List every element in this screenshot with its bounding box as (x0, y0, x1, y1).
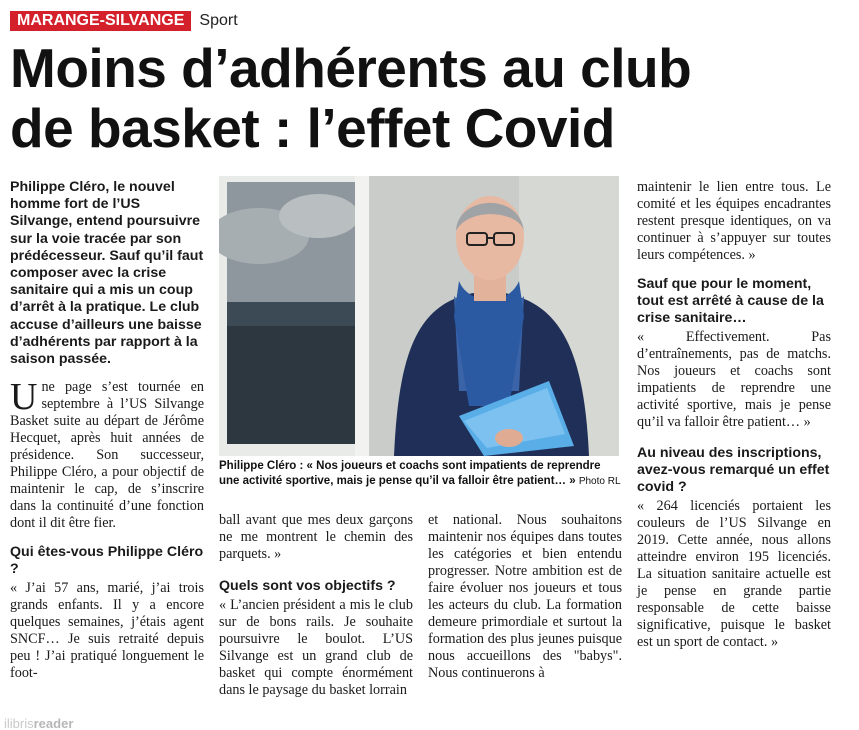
answer-4 (637, 498, 831, 651)
column-4-continuation: maintenir le lien entre tous. Le comité et les équipes encadrantes restent presque identiques, on va continuer à s’appuyer sur toutes leurs compétences. » (637, 179, 831, 263)
footer-watermark (4, 716, 73, 730)
article-photo (219, 176, 619, 456)
caption-name: Philippe Cléro : (219, 460, 304, 472)
answer-1: « J’ai 57 ans, marié, j’ai trois grands enfants. Il y a encore quelques semaines, j’étais agent SNCF… Je suis retraité depuis peu ! J’ai pratiqué longuement le foot- (10, 580, 204, 682)
question-4: Au niveau des inscriptions, avez-vous remarqué un effet covid ? (637, 445, 830, 495)
drop-cap: U (10, 376, 38, 419)
question-1: Qui êtes-vous Philippe Cléro ? (10, 544, 204, 578)
answer-3: « Effectivement. Pas d’entraînements, pas de matchs. Nos joueurs et coachs sont impatients de reprendre une activité sportive, mais je pense qu’il va falloir être patient… » (637, 329, 831, 430)
caption-quote: « Nos joueurs et coachs sont impatients de reprendre une activité sportive, mais je pense qu’il va falloir être patient… » (219, 460, 601, 487)
answer-2: « L’ancien président a mis le club sur de bons rails. Je souhaite poursuivre le boulot. L’US Silvange est un grand club de basket qui compte énormément dans le paysage du basket lorrain (219, 597, 413, 698)
answer-4-text: « 264 licenciés portaient les couleurs de l’US Silvange en 2019. Cette année, nous allons atteindre environ 195 licenciés. La situation sanitaire actuelle est je pense en grande partie responsable de cette baisse significative, puisque le basket est un sport de contact. » (637, 498, 831, 650)
headline-line-1: Moins d’adhérents au club (10, 37, 692, 99)
column-2 (219, 512, 413, 699)
intro-paragraph (10, 376, 204, 532)
brand-bold: reader (33, 716, 74, 730)
photo-credit: Photo RL (578, 476, 621, 487)
photo-caption (219, 459, 624, 489)
rubric-label: Sport (199, 12, 238, 29)
question-3: Sauf que pour le moment, tout est arrêté à cause de la crise sanitaire… (637, 276, 824, 326)
column-2-continuation: ball avant que mes deux garçons ne me montrent le chemin des parquets. » (219, 512, 413, 562)
column-3-text: et national. Nous souhaitons maintenir nos équipes dans toutes les catégories et bien entendu progresser. Notre ambition est de faire évoluer nos joueurs et tous les acteurs du club. La formation demeure primordiale et surtout la formation des plus jeunes puisque nous accueillons des "babys". Nous continuerons à (428, 512, 622, 681)
question-2: Quels sont vos objectifs ? (219, 578, 396, 594)
photo-illustration (219, 176, 619, 456)
section-header (10, 10, 238, 32)
intro-text: ne page s’est tournée en septembre à l’US Silvange Basket suite au départ de Jérôme Hecquet, après huit années de présidence. Son successeur, Philippe Cléro, a pour objectif de maintenir le cap, de s’inscrire dans la continuité d’une fonction dont il dit être fier. (10, 379, 204, 532)
article-lead: Philippe Cléro, le nouvel homme fort de l’US Silvange, entend poursuivre sur la voie tracée par son prédécesseur. Sauf qu’il faut composer avec la crise sanitaire qui a mis un coup d’arrêt à la pratique. Le club accuse d’ailleurs une baisse d’adhérents par rapport à la saison passée. (10, 179, 204, 368)
headline-line-2: de basket : l’effet Covid (10, 97, 615, 159)
brand-light: ilibris (4, 716, 34, 730)
column-3 (428, 512, 622, 682)
column-4 (637, 179, 831, 651)
column-1 (10, 179, 204, 682)
location-tag: MARANGE-SILVANGE (10, 11, 191, 31)
article-headline (10, 38, 850, 158)
